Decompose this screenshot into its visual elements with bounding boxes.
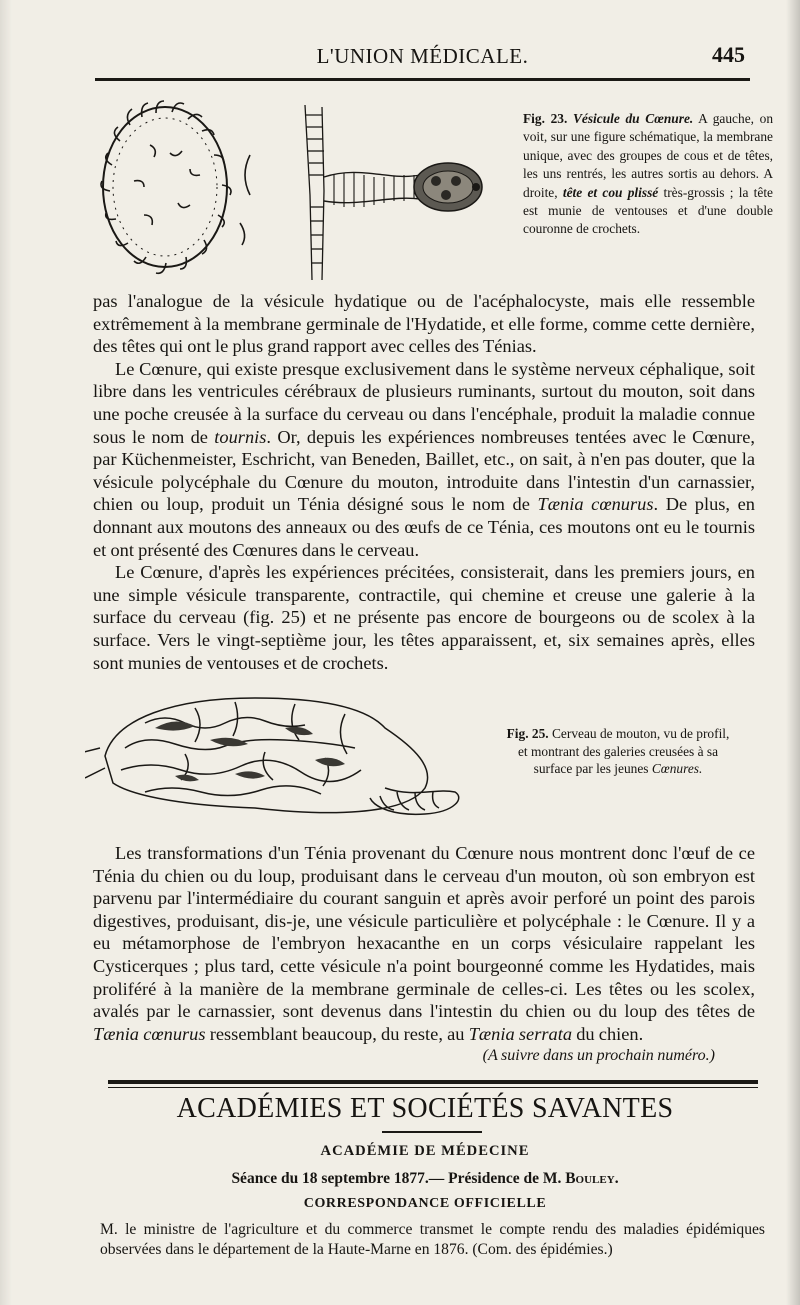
- figure-23-title: Vésicule du Cœnure.: [572, 111, 694, 126]
- session-end: .: [614, 1170, 619, 1187]
- paragraph-italic: tournis: [214, 426, 267, 447]
- section-rule: [108, 1080, 758, 1084]
- paragraph: pas l'analogue de la vésicule hydatique ou de l'acéphalocyste, mais elle ressemble extrêmement à la membrane germinale de l'Hydatide, et elle forme, comme cette dernière, des têtes qui ont le plus grand rapport avec celles des Ténias.: [93, 291, 755, 357]
- paragraph: [93, 842, 755, 1045]
- paragraph-italic: Tænia serrata: [468, 1023, 573, 1044]
- text-block-upper: [93, 290, 755, 674]
- correspondence-heading: CORRESPONDANCE OFFICIELLE: [303, 1196, 547, 1211]
- figure-23-illustration: [90, 95, 520, 285]
- header-rule: [95, 78, 750, 81]
- figure-25-label: Fig. 25.: [506, 726, 549, 741]
- journal-title: L'UNION MÉDICALE.: [316, 44, 529, 68]
- section-rule-thin: [108, 1087, 758, 1088]
- paragraph-italic: Tænia cœnurus: [537, 494, 654, 515]
- academy-heading: ACADÉMIE DE MÉDECINE: [320, 1143, 530, 1159]
- page-number: 445: [712, 42, 745, 67]
- figure-25-caption: [503, 725, 733, 778]
- page-edge-shadow: [786, 0, 800, 1305]
- figure-23-label: Fig. 23.: [523, 111, 568, 126]
- paragraph-text: . Or, depuis les expériences nombreuses tentées avec le Cœnure, par Küchenmeister, Eschricht, van Beneden, Baillet, etc., on sait, à n'en pas douter, que la vésicule polycéphale du Cœnure du mouton, introduite dans l'intestin d'un carnassier, chien ou loup, produit un Ténia désigné sous le nom de: [93, 426, 755, 515]
- figure-23-caption-text: A gauche, on voit, sur une figure schématique, la membrane unique, avec des groupes de cous et de têtes, les uns rentrés, les autres sortis au dehors. A droite,: [523, 111, 774, 200]
- figure-25-caption-italic: Cœnures.: [651, 761, 703, 776]
- paragraph-text: . De plus, en donnant aux moutons des anneaux ou des œufs de ce Ténia, ces moutons ont eu le tournis et ont présenté des Cœnures dans le cerveau.: [93, 494, 756, 560]
- paragraph-text: Les transformations d'un Ténia provenant du Cœnure nous montrent donc l'œuf de ce Ténia du chien ou du loup, produisant dans le cerveau d'un mouton, où son embryon est parvenu par l'intermédiaire du courant sanguin et après avoir perforé un point des parois digestives, produisant, dis-je, une vésicule particulière et polycéphale : le Cœnure. Il y a eu métamorphose de l'embryon hexacanthe en un corps vésiculaire rappelant les Cysticerques ; plus tard, cette vésicule n'a point bourgeonné comme les Hydatides, mais proliféré à la manière de la membrane germinale de celles-ci. Les têtes ou les scolex, avalés par le carnassier, sont devenus dans l'intestin du chien ou du loup des têtes de: [93, 843, 755, 1022]
- session-text: Séance du 18 septembre 1877.— Présidence de M.: [231, 1170, 566, 1187]
- figure-23-caption-text-end: très-grossis ; la tête est munie de ventouses et d'une double couronne de crochets.: [523, 184, 773, 237]
- paragraph-text: ressemblant beaucoup, du reste, au: [205, 1023, 469, 1044]
- paragraph: [93, 358, 755, 561]
- figure-25-caption-text: Cerveau de mouton, vu de profil, et montrant des galeries creusées à sa surface par les jeunes: [517, 726, 730, 776]
- figure-25-illustration: [85, 688, 505, 823]
- text-block-lower: [93, 842, 755, 1068]
- paragraph-text: Le Cœnure, qui existe presque exclusivement dans le système nerveux céphalique, soit libre dans les ventricules cérébraux de plusieurs ruminants, surtout du mouton, soit dans une poche creusée à la surface du cerveau ou dans l'encéphale, produit la maladie connue sous le nom de: [93, 358, 755, 447]
- page-gutter-shadow: [0, 0, 12, 1305]
- continuation-note: (A suivre dans un prochain numéro.): [482, 1047, 715, 1065]
- president-name: Bouley: [565, 1170, 615, 1187]
- section-short-rule: [382, 1131, 482, 1133]
- running-header: [100, 40, 745, 74]
- correspondence-text: M. le ministre de l'agriculture et du commerce transmet le compte rendu des maladies épidémiques observées dans le département de la Haute-Marne en 1876. (Com. des épidémies.): [100, 1221, 765, 1258]
- figure-23-caption: [523, 110, 773, 239]
- figure-23-caption-italic: tête et cou plissé: [562, 184, 659, 200]
- section-title: ACADÉMIES ET SOCIÉTÉS SAVANTES: [176, 1093, 674, 1124]
- paragraph-text: du chien.: [572, 1023, 644, 1044]
- session-heading: [100, 1170, 750, 1188]
- paragraph-italic: Tænia cœnurus: [93, 1023, 206, 1044]
- paragraph: Le Cœnure, d'après les expériences précitées, consisterait, dans les premiers jours, en une simple vésicule transparente, contractile, qui chemine et creuse une galerie à la surface du cerveau (fig. 25) et ne présente pas encore de bourgeons ou de scolex à la surface. Vers le vingt-septième jour, les têtes apparaissent, et, six semaines après, elles sont munies de ventouses et de crochets.: [93, 562, 755, 673]
